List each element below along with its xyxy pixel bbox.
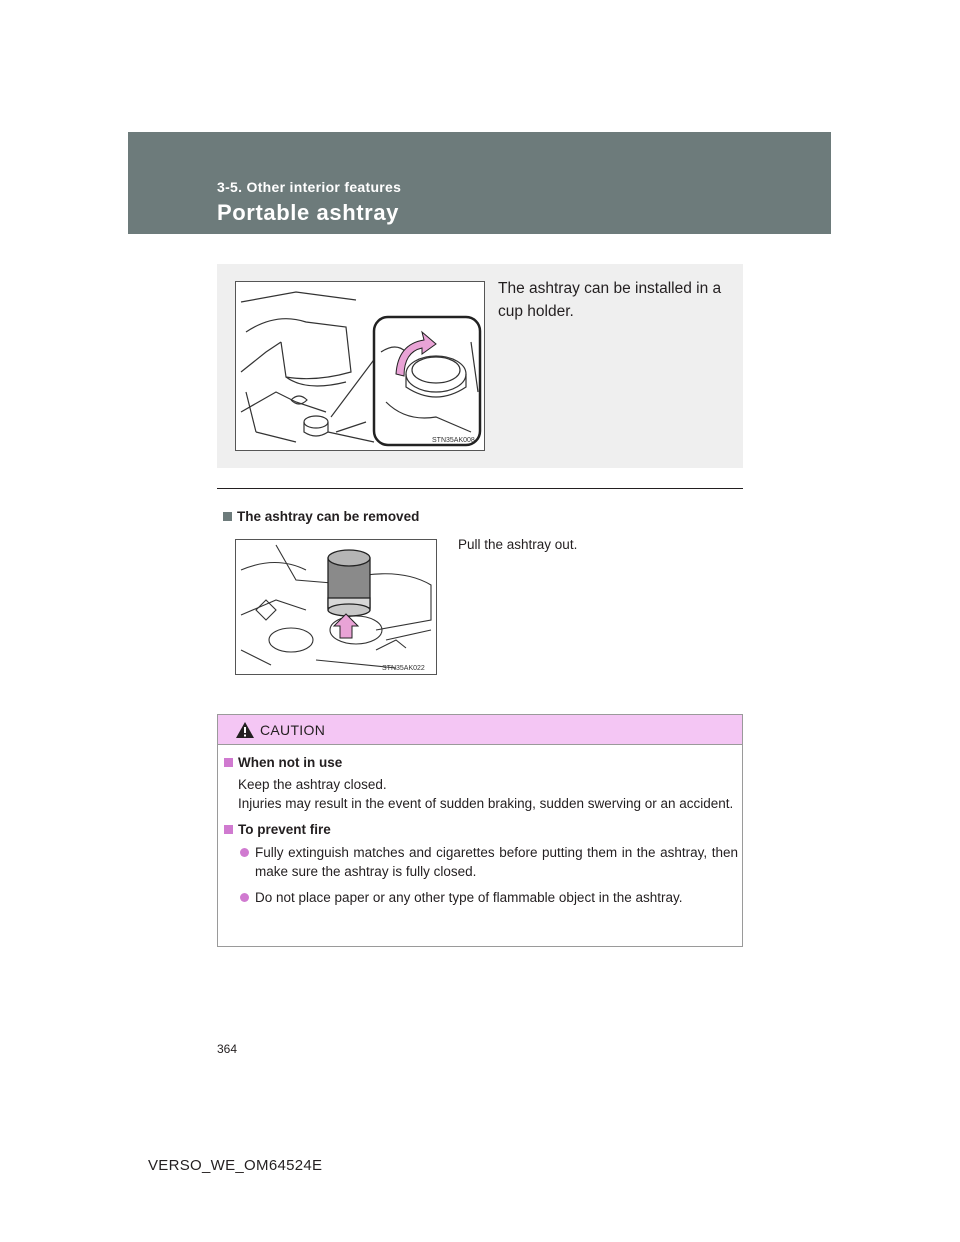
caution-title: CAUTION [260, 722, 326, 738]
removal-caption: Pull the ashtray out. [458, 537, 578, 552]
removal-illustration [235, 539, 437, 675]
round-bullet-icon [240, 848, 249, 857]
section-divider [217, 488, 743, 489]
page-title: Portable ashtray [217, 200, 400, 225]
pull-up-arrow-icon [334, 614, 358, 638]
round-bullet-icon [240, 893, 249, 902]
caution-text: Injuries may result in the event of sudden braking, sudden swerving or an accident. [238, 796, 734, 811]
square-bullet-icon [223, 512, 232, 521]
cup-holder-drawing [236, 282, 484, 450]
caution-body [224, 753, 738, 914]
caution-text: Keep the ashtray closed. [238, 777, 387, 792]
caution-item-heading: To prevent fire [224, 820, 738, 839]
figure1-caption: The ashtray can be installed in a cup holder. [498, 280, 722, 320]
caution-bullet-list [238, 843, 738, 907]
list-item: Do not place paper or any other type of flammable object in the ashtray. [238, 888, 738, 907]
caution-header [218, 715, 742, 745]
chapter-header [128, 132, 831, 234]
document-code: VERSO_WE_OM64524E [148, 1157, 323, 1174]
illustration-panel [217, 264, 743, 468]
removal-drawing [236, 540, 436, 674]
warning-triangle-icon [235, 721, 255, 739]
caution-box [217, 714, 743, 947]
cup-holder-illustration [235, 281, 485, 451]
section-label: 3-5. Other interior features [217, 179, 402, 195]
list-item: Fully extinguish matches and cigarettes before putting them in the ashtray, then make sure the ashtray is fully closed. [238, 843, 738, 881]
page-number: 364 [217, 1042, 238, 1056]
removal-heading: The ashtray can be removed [223, 509, 419, 524]
figure-code-1: STN35AK008 [432, 437, 475, 444]
square-bullet-icon [224, 825, 233, 834]
square-bullet-icon [224, 758, 233, 767]
caution-item-heading: When not in use [224, 753, 738, 772]
figure-code-2: STN35AK022 [382, 665, 425, 672]
